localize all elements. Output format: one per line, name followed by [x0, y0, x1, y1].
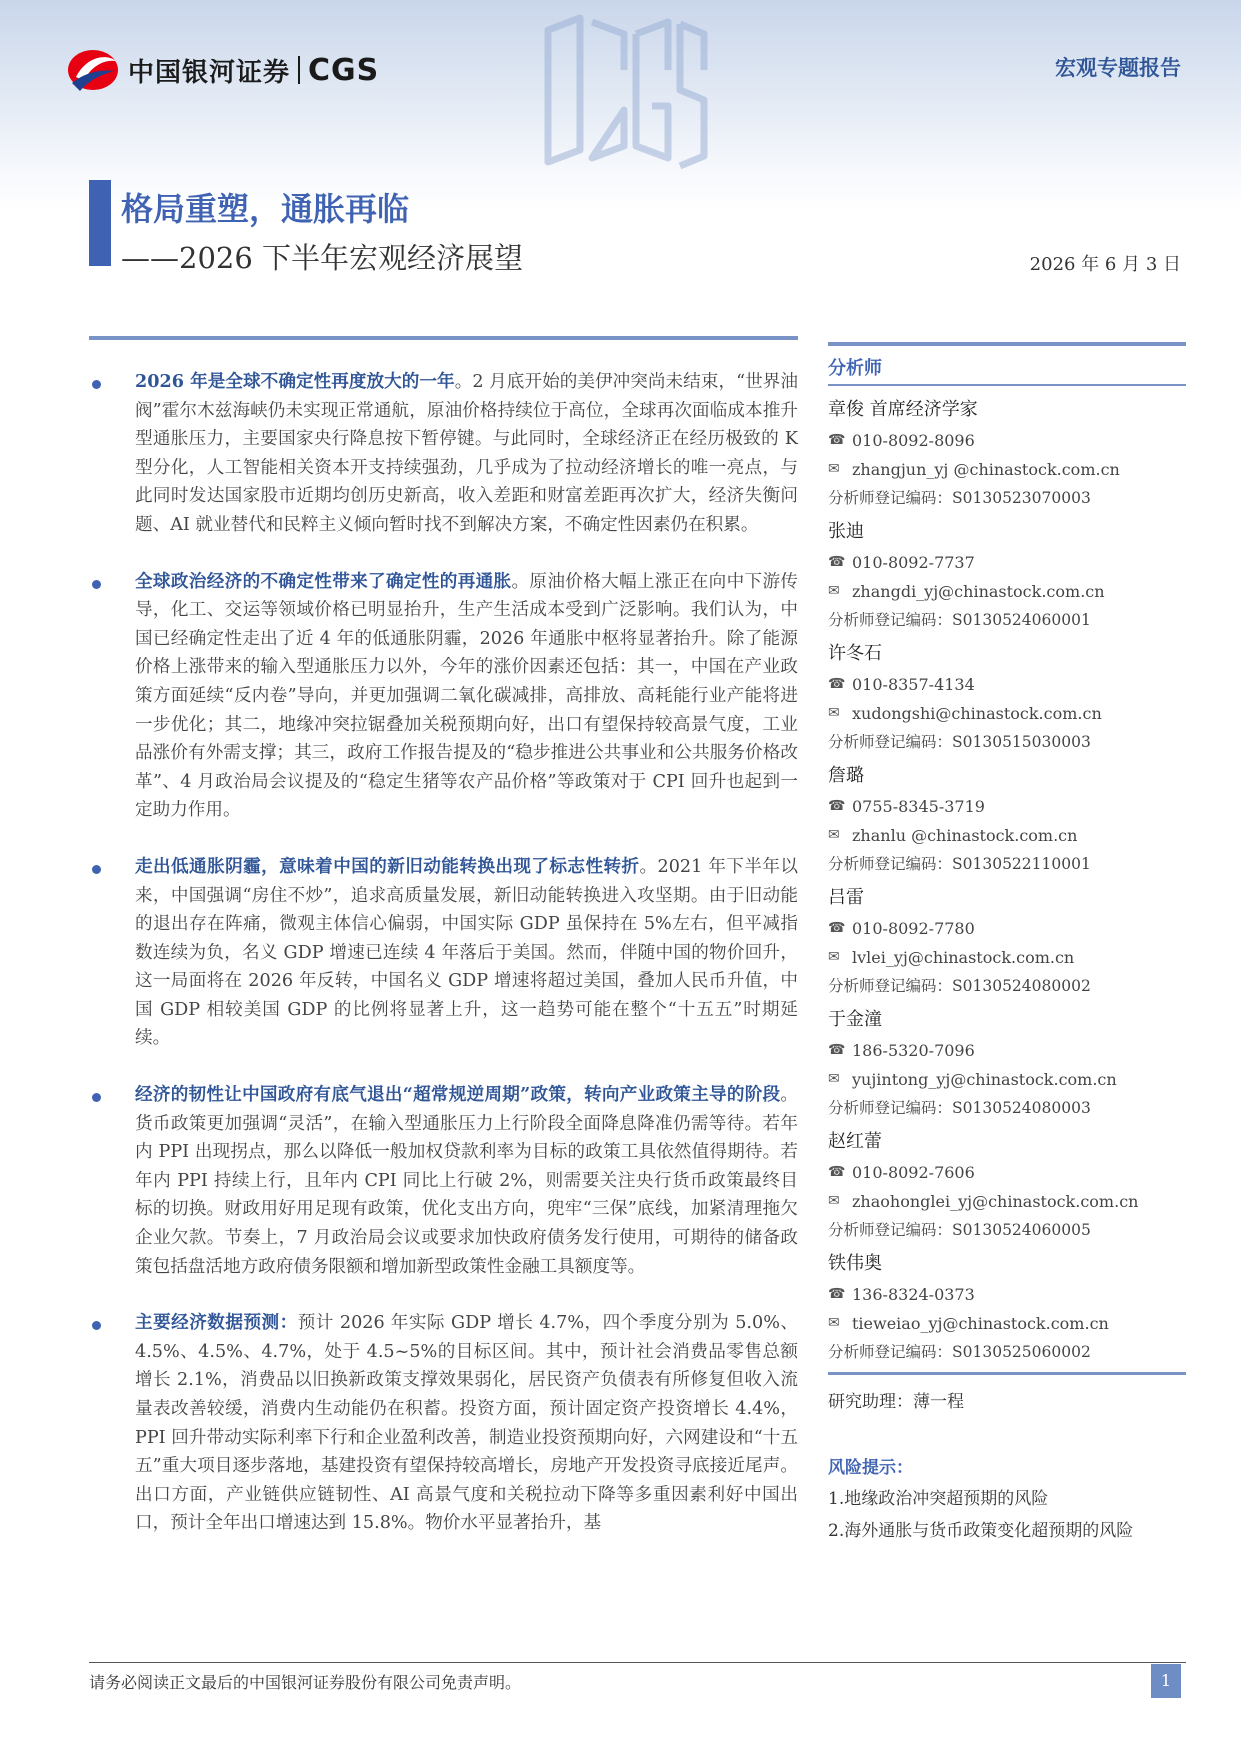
phone-icon: ☎: [828, 1042, 846, 1058]
analyst-reg-code: 分析师登记编码：S0130524080003: [828, 1099, 1091, 1117]
analyst-phone-line: [828, 914, 1186, 943]
analyst-card: [828, 1248, 1186, 1366]
summary-point: [89, 368, 798, 540]
analyst-heading: 分析师: [828, 354, 1186, 386]
analyst-name: 吕雷: [828, 887, 864, 908]
summary-point: [89, 1081, 798, 1281]
analyst-email-line: [828, 943, 1186, 972]
point-lead: 经济的韧性让中国政府有底气退出“超常规逆周期”政策，转向产业政策主导的阶段: [135, 1084, 781, 1106]
point-body: 。2021 年下半年以来，中国强调“房住不炒”，追求高质量发展，新旧动能转换进入攻坚期。由于旧动能的退出存在阵痛，微观主体信心偏弱，中国实际 GDP 虽保持在 5%左右，但平减指数连续为负，名义 GDP 增速已连续 4 年落后于美国。然而，伴随中国的物价回升，这一局面将在 2026 年反转，中国名义 GDP 增速将超过美国，叠加人民币升值，中国 GDP 相较美国 GDP 的比例将显著上升，这一趋势可能在整个“十五五”时期延续。: [135, 856, 798, 1049]
analyst-email[interactable]: zhangdi_yj@chinastock.com.cn: [852, 582, 1105, 601]
company-logo: [66, 45, 396, 95]
cgs-logo-mark: [66, 47, 120, 93]
risk-item: 2.海外通胀与货币政策变化超预期的风险: [828, 1521, 1134, 1541]
report-subtitle: ——2026 下半年宏观经济展望: [121, 241, 524, 275]
analyst-reg-code: 分析师登记编码：S0130522110001: [828, 855, 1091, 873]
summary-point: [89, 1309, 798, 1538]
analyst-phone: 010-8092-7780: [852, 919, 975, 938]
analyst-email[interactable]: zhangjun_yj @chinastock.com.cn: [852, 460, 1120, 479]
summary-point: [89, 568, 798, 825]
logo-divider: [298, 56, 300, 84]
point-lead: 走出低通胀阴霾，意味着中国的新旧动能转换出现了标志性转折: [135, 855, 640, 877]
research-assistant: 研究助理：薄一程: [828, 1392, 964, 1412]
email-icon: ✉: [828, 461, 840, 477]
analyst-name: 赵红蕾: [828, 1131, 882, 1152]
analyst-email[interactable]: zhanlu @chinastock.com.cn: [852, 826, 1078, 845]
analyst-phone: 010-8092-7606: [852, 1163, 975, 1182]
analyst-phone: 010-8092-8096: [852, 431, 975, 450]
analyst-card: [828, 760, 1186, 878]
sidebar: [828, 354, 1186, 1547]
analyst-name: 张迪: [828, 521, 864, 542]
report-title: 格局重塑，通胀再临: [121, 190, 410, 228]
analyst-reg-code: 分析师登记编码：S0130524080002: [828, 977, 1091, 995]
analyst-phone-line: [828, 548, 1186, 577]
risk-item: 1.地缘政治冲突超预期的风险: [828, 1489, 1049, 1509]
sidebar-top-rule: [828, 342, 1186, 346]
analyst-email-line: [828, 455, 1186, 484]
point-body: 。货币政策更加强调“灵活”，在输入型通胀压力上行阶段全面降息降准仍需等待。若年内 PPI 出现拐点，那么以降低一般加权贷款利率为目标的政策工具依然值得期待。若年内 PPI 持续上行，且年内 CPI 同比上行破 2%，则需要关注央行货币政策最终目标的切换。财政用好用足现有政策，优化支出方向，兜牢“三保”底线，加紧清理拖欠企业欠款。节奏上，7 月政治局会议或要求加快政府债务发行使用，可期待的储备政策包括盘活地方政府债务限额和增加新型政策性金融工具额度等。: [135, 1085, 798, 1277]
email-icon: ✉: [828, 1071, 840, 1087]
analyst-phone: 136-8324-0373: [852, 1285, 975, 1304]
analyst-name: 铁伟奥: [828, 1253, 882, 1274]
email-icon: ✉: [828, 705, 840, 721]
analyst-card: [828, 882, 1186, 1000]
analyst-phone-line: [828, 1036, 1186, 1065]
assistant-rule: [828, 1372, 1186, 1375]
summary-point: [89, 853, 798, 1053]
phone-icon: ☎: [828, 798, 846, 814]
bullet-icon: [92, 1321, 101, 1330]
bullet-icon: [92, 380, 101, 389]
analyst-email-line: [828, 821, 1186, 850]
analyst-email-line: [828, 699, 1186, 728]
analyst-phone: 010-8357-4134: [852, 675, 975, 694]
analyst-phone-line: [828, 792, 1186, 821]
footer-disclaimer: 请务必阅读正文最后的中国银河证券股份有限公司免责声明。: [89, 1673, 522, 1692]
bullet-icon: [92, 1093, 101, 1102]
analyst-card: [828, 1004, 1186, 1122]
email-icon: ✉: [828, 949, 840, 965]
analyst-card: [828, 1126, 1186, 1244]
bullet-icon: [92, 580, 101, 589]
summary-body: [89, 368, 798, 1566]
page-number: 1: [1151, 1664, 1181, 1698]
phone-icon: ☎: [828, 1164, 846, 1180]
analyst-reg-code: 分析师登记编码：S0130525060002: [828, 1343, 1091, 1361]
analyst-email[interactable]: xudongshi@chinastock.com.cn: [852, 704, 1102, 723]
logo-en-text: CGS: [308, 52, 380, 88]
analyst-card: [828, 638, 1186, 756]
phone-icon: ☎: [828, 432, 846, 448]
analyst-name: 章俊 首席经济学家: [828, 399, 978, 420]
analyst-phone-line: [828, 1280, 1186, 1309]
title-accent-bar: [89, 180, 111, 266]
analyst-phone-line: [828, 670, 1186, 699]
phone-icon: ☎: [828, 676, 846, 692]
phone-icon: ☎: [828, 1286, 846, 1302]
analyst-email[interactable]: yujintong_yj@chinastock.com.cn: [852, 1070, 1117, 1089]
email-icon: ✉: [828, 583, 840, 599]
analyst-card: [828, 394, 1186, 512]
point-body: 预计 2026 年实际 GDP 增长 4.7%，四个季度分别为 5.0%、4.5%、4.5%、4.7%，处于 4.5~5%的目标区间。其中，预计社会消费品零售总额增长 2.1%，消费品以旧换新政策支撑效果弱化，居民资产负债表有所修复但收入流量表改善较缓，消费内生动能仍在积蓄。投资方面，预计固定资产投资增长 4.4%，PPI 回升带动实际利率下行和企业盈利改善，制造业投资预期向好，六网建设和“十五五”重大项目逐步落地，基建投资有望保持较高增长，房地产开发投资寻底接近尾声。出口方面，产业链供应链韧性、AI 高景气度和关税拉动下降等多重因素利好中国出口，预计全年出口增速达到 15.8%。物价水平显著抬升，基: [135, 1313, 798, 1534]
analyst-email[interactable]: lvlei_yj@chinastock.com.cn: [852, 948, 1075, 967]
risk-heading: 风险提示：: [828, 1458, 913, 1478]
analyst-reg-code: 分析师登记编码：S0130523070003: [828, 489, 1091, 507]
analyst-name: 詹璐: [828, 765, 864, 786]
footer-rule: [89, 1662, 1186, 1663]
analyst-email-line: [828, 1309, 1186, 1338]
cgs-watermark: [540, 10, 710, 170]
analyst-reg-code: 分析师登记编码：S0130524060005: [828, 1221, 1091, 1239]
analyst-email-line: [828, 1187, 1186, 1216]
report-date: 2026 年 6 月 3 日: [1029, 254, 1181, 275]
analyst-email[interactable]: tieweiao_yj@chinastock.com.cn: [852, 1314, 1109, 1333]
analyst-phone-line: [828, 1158, 1186, 1187]
report-type: 宏观专题报告: [1055, 55, 1181, 80]
main-top-rule: [89, 336, 798, 340]
phone-icon: ☎: [828, 920, 846, 936]
analyst-name: 于金潼: [828, 1009, 882, 1030]
bullet-icon: [92, 865, 101, 874]
analyst-reg-code: 分析师登记编码：S0130515030003: [828, 733, 1091, 751]
point-lead: 2026 年是全球不确定性再度放大的一年: [135, 371, 455, 392]
analyst-email[interactable]: zhaohonglei_yj@chinastock.com.cn: [852, 1192, 1139, 1211]
analyst-phone: 0755-8345-3719: [852, 797, 985, 816]
analyst-phone-line: [828, 426, 1186, 455]
point-body: 。原油价格大幅上涨正在向中下游传导，化工、交运等领域价格已明显抬升，生产生活成本受到广泛影响。我们认为，中国已经确定性走出了近 4 年的低通胀阴霾，2026 年通胀中枢将显著抬升。除了能源价格上涨带来的输入型通胀压力以外，今年的涨价因素还包括：其一，中国在产业政策方面延续“反内卷”导向，并更加强调二氧化碳减排，高排放、高耗能行业产能将进一步优化；其二，地缘冲突拉锯叠加关税预期向好，出口有望保持较高景气度，工业品涨价有外需支撑；其三，政府工作报告提及的“稳步推进公共事业和公共服务价格改革”、4 月政治局会议提及的“稳定生猪等农产品价格”等政策对于 CPI 回升也起到一定助力作用。: [135, 571, 798, 821]
email-icon: ✉: [828, 1315, 840, 1331]
analyst-name: 许冬石: [828, 643, 882, 664]
email-icon: ✉: [828, 827, 840, 843]
analyst-email-line: [828, 577, 1186, 606]
analyst-phone: 186-5320-7096: [852, 1041, 975, 1060]
point-lead: 全球政治经济的不确定性带来了确定性的再通胀: [135, 570, 512, 592]
analyst-card: [828, 516, 1186, 634]
email-icon: ✉: [828, 1193, 840, 1209]
logo-cn-text: 中国银河证券: [128, 57, 291, 88]
analyst-phone: 010-8092-7737: [852, 553, 975, 572]
point-body: 。2 月底开始的美伊冲突尚未结束，“世界油阀”霍尔木兹海峡仍未实现正常通航，原油价格持续位于高位，全球再次面临成本推升型通胀压力，主要国家央行降息按下暂停键。与此同时，全球经济正在经历极致的 K 型分化，人工智能相关资本开支持续强劲，几乎成为了拉动经济增长的唯一亮点，与此同时发达国家股市近期均创历史新高，收入差距和财富差距再次扩大，经济失衡问题、AI 就业替代和民粹主义倾向暂时找不到解决方案，不确定性因素仍在积累。: [135, 372, 798, 535]
point-lead: 主要经济数据预测：: [135, 1312, 298, 1334]
phone-icon: ☎: [828, 554, 846, 570]
analyst-email-line: [828, 1065, 1186, 1094]
analyst-reg-code: 分析师登记编码：S0130524060001: [828, 611, 1091, 629]
